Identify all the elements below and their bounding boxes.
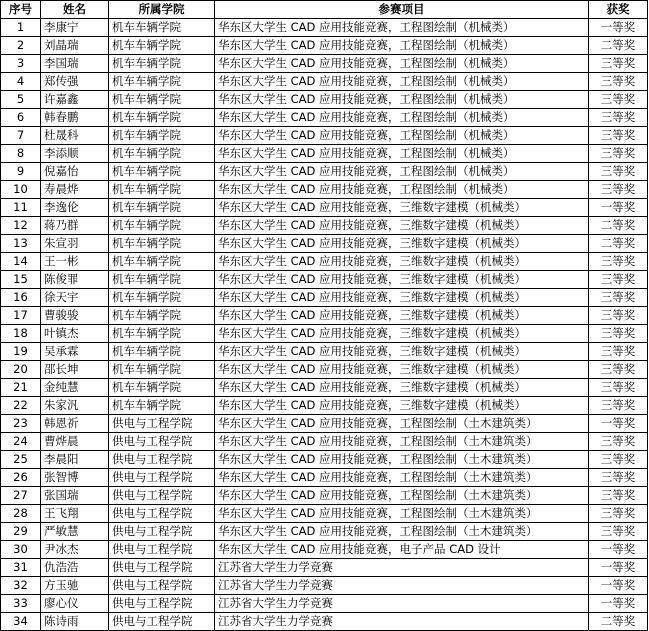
table-row [1,181,648,199]
table-row [1,451,648,469]
cell-award: 三等奖 [589,361,648,379]
cell-name: 韩春鹏 [41,109,109,127]
cell-project: 江苏省大学生力学竞赛 [215,559,589,577]
cell-name: 刘晶瑞 [41,37,109,55]
table-row [1,199,648,217]
cell-index: 10 [1,181,41,199]
cell-name: 李添顺 [41,145,109,163]
cell-award: 一等奖 [589,559,648,577]
cell-school: 机车车辆学院 [109,127,215,145]
cell-index: 22 [1,397,41,415]
table-row [1,397,648,415]
cell-name: 韩恩祈 [41,415,109,433]
cell-project: 华东区大学生 CAD 应用技能竞赛，工程图绘制（机械类） [215,73,589,91]
cell-index: 16 [1,289,41,307]
cell-award: 一等奖 [589,415,648,433]
cell-index: 4 [1,73,41,91]
cell-award: 三等奖 [589,289,648,307]
cell-index: 29 [1,523,41,541]
cell-name: 曹骏骏 [41,307,109,325]
cell-school: 供电与工程学院 [109,469,215,487]
cell-name: 朱宣羽 [41,235,109,253]
cell-index: 6 [1,109,41,127]
cell-index: 25 [1,451,41,469]
table-row [1,325,648,343]
cell-name: 李康宁 [41,19,109,37]
cell-award: 三等奖 [589,379,648,397]
cell-school: 供电与工程学院 [109,433,215,451]
cell-school: 供电与工程学院 [109,613,215,631]
cell-name: 许嘉鑫 [41,91,109,109]
cell-school: 供电与工程学院 [109,487,215,505]
cell-award: 三等奖 [589,451,648,469]
cell-project: 江苏省大学生力学竞赛 [215,595,589,613]
header-row [1,1,648,19]
cell-school: 机车车辆学院 [109,253,215,271]
cell-name: 杜晟科 [41,127,109,145]
table-row [1,109,648,127]
cell-award: 三等奖 [589,343,648,361]
cell-school: 机车车辆学院 [109,37,215,55]
cell-index: 27 [1,487,41,505]
cell-school: 供电与工程学院 [109,577,215,595]
cell-index: 17 [1,307,41,325]
cell-name: 曹烨晨 [41,433,109,451]
cell-school: 供电与工程学院 [109,451,215,469]
cell-name: 张国瑞 [41,487,109,505]
cell-name: 王飞翔 [41,505,109,523]
cell-school: 机车车辆学院 [109,325,215,343]
table-row [1,307,648,325]
cell-project: 华东区大学生 CAD 应用技能竞赛，三维数字建模（机械类） [215,199,589,217]
cell-award: 二等奖 [589,613,648,631]
cell-project: 华东区大学生 CAD 应用技能竞赛，工程图绘制（土木建筑类） [215,523,589,541]
cell-school: 机车车辆学院 [109,145,215,163]
cell-project: 华东区大学生 CAD 应用技能竞赛，工程图绘制（土木建筑类） [215,415,589,433]
table-row [1,505,648,523]
table-body [1,19,648,631]
cell-award: 三等奖 [589,73,648,91]
header-project: 参赛项目 [215,1,589,19]
cell-school: 机车车辆学院 [109,343,215,361]
cell-award: 二等奖 [589,37,648,55]
cell-project: 华东区大学生 CAD 应用技能竞赛，三维数字建模（机械类） [215,343,589,361]
cell-index: 30 [1,541,41,559]
cell-name: 邵长坤 [41,361,109,379]
cell-index: 14 [1,253,41,271]
cell-index: 34 [1,613,41,631]
cell-project: 华东区大学生 CAD 应用技能竞赛，工程图绘制（机械类） [215,127,589,145]
cell-index: 5 [1,91,41,109]
cell-award: 三等奖 [589,163,648,181]
cell-school: 机车车辆学院 [109,55,215,73]
cell-award: 三等奖 [589,523,648,541]
cell-project: 华东区大学生 CAD 应用技能竞赛，工程图绘制（土木建筑类） [215,469,589,487]
cell-award: 一等奖 [589,19,648,37]
cell-school: 机车车辆学院 [109,163,215,181]
table-row [1,361,648,379]
table-row [1,217,648,235]
cell-award: 三等奖 [589,505,648,523]
cell-project: 华东区大学生 CAD 应用技能竞赛，三维数字建模（机械类） [215,325,589,343]
cell-project: 华东区大学生 CAD 应用技能竞赛，工程图绘制（机械类） [215,109,589,127]
table-row [1,577,648,595]
cell-project: 华东区大学生 CAD 应用技能竞赛，三维数字建模（机械类） [215,217,589,235]
table-row [1,469,648,487]
cell-school: 机车车辆学院 [109,379,215,397]
table-row [1,37,648,55]
table-row [1,235,648,253]
cell-index: 13 [1,235,41,253]
cell-index: 26 [1,469,41,487]
cell-project: 华东区大学生 CAD 应用技能竞赛，三维数字建模（机械类） [215,289,589,307]
cell-index: 11 [1,199,41,217]
cell-project: 华东区大学生 CAD 应用技能竞赛，工程图绘制（土木建筑类） [215,451,589,469]
cell-index: 3 [1,55,41,73]
cell-school: 机车车辆学院 [109,91,215,109]
cell-award: 三等奖 [589,271,648,289]
cell-index: 33 [1,595,41,613]
cell-name: 廖心仪 [41,595,109,613]
table-row [1,559,648,577]
header-index: 序号 [1,1,41,19]
cell-school: 机车车辆学院 [109,199,215,217]
cell-project: 华东区大学生 CAD 应用技能竞赛，三维数字建模（机械类） [215,361,589,379]
cell-award: 一等奖 [589,199,648,217]
cell-name: 李晨阳 [41,451,109,469]
table-row [1,289,648,307]
table-row [1,595,648,613]
cell-award: 三等奖 [589,397,648,415]
cell-index: 20 [1,361,41,379]
table-row [1,19,648,37]
cell-school: 供电与工程学院 [109,559,215,577]
cell-index: 24 [1,433,41,451]
cell-name: 李逸伦 [41,199,109,217]
cell-index: 7 [1,127,41,145]
header-name: 姓名 [41,1,109,19]
cell-name: 寿晨烨 [41,181,109,199]
cell-school: 机车车辆学院 [109,109,215,127]
cell-award: 三等奖 [589,433,648,451]
cell-school: 机车车辆学院 [109,19,215,37]
cell-project: 华东区大学生 CAD 应用技能竞赛，工程图绘制（机械类） [215,163,589,181]
cell-project: 华东区大学生 CAD 应用技能竞赛，工程图绘制（机械类） [215,55,589,73]
cell-name: 朱家汎 [41,397,109,415]
table-row [1,523,648,541]
cell-project: 华东区大学生 CAD 应用技能竞赛，工程图绘制（机械类） [215,19,589,37]
cell-award: 三等奖 [589,109,648,127]
cell-name: 李国瑞 [41,55,109,73]
cell-school: 机车车辆学院 [109,289,215,307]
cell-index: 23 [1,415,41,433]
header-school: 所属学院 [109,1,215,19]
cell-index: 9 [1,163,41,181]
cell-school: 供电与工程学院 [109,523,215,541]
cell-award: 三等奖 [589,487,648,505]
cell-project: 华东区大学生 CAD 应用技能竞赛，电子产品 CAD 设计 [215,541,589,559]
cell-school: 机车车辆学院 [109,271,215,289]
cell-project: 华东区大学生 CAD 应用技能竞赛，三维数字建模（机械类） [215,271,589,289]
table-row [1,73,648,91]
cell-project: 华东区大学生 CAD 应用技能竞赛，工程图绘制（机械类） [215,145,589,163]
cell-school: 机车车辆学院 [109,217,215,235]
cell-name: 尹冰杰 [41,541,109,559]
cell-award: 一等奖 [589,541,648,559]
cell-school: 机车车辆学院 [109,361,215,379]
table-row [1,91,648,109]
cell-award: 三等奖 [589,181,648,199]
cell-index: 1 [1,19,41,37]
cell-award: 三等奖 [589,145,648,163]
cell-award: 一等奖 [589,595,648,613]
cell-award: 三等奖 [589,253,648,271]
cell-name: 金纯慧 [41,379,109,397]
cell-project: 华东区大学生 CAD 应用技能竞赛，工程图绘制（土木建筑类） [215,487,589,505]
cell-index: 8 [1,145,41,163]
cell-school: 供电与工程学院 [109,541,215,559]
cell-project: 华东区大学生 CAD 应用技能竞赛，三维数字建模（机械类） [215,253,589,271]
cell-name: 倪嘉怡 [41,163,109,181]
cell-index: 12 [1,217,41,235]
table-row [1,271,648,289]
cell-name: 张智博 [41,469,109,487]
cell-index: 18 [1,325,41,343]
table-row [1,379,648,397]
cell-project: 江苏省大学生力学竞赛 [215,613,589,631]
cell-school: 机车车辆学院 [109,235,215,253]
cell-name: 陈诗雨 [41,613,109,631]
table-row [1,415,648,433]
table-row [1,127,648,145]
cell-name: 徐天宇 [41,289,109,307]
cell-name: 王一彬 [41,253,109,271]
cell-name: 严敏慧 [41,523,109,541]
table-row [1,343,648,361]
cell-project: 华东区大学生 CAD 应用技能竞赛，三维数字建模（机械类） [215,379,589,397]
cell-index: 31 [1,559,41,577]
table-row [1,253,648,271]
cell-project: 江苏省大学生力学竞赛 [215,577,589,595]
cell-school: 机车车辆学院 [109,397,215,415]
cell-index: 2 [1,37,41,55]
cell-school: 机车车辆学院 [109,307,215,325]
cell-index: 28 [1,505,41,523]
table-row [1,487,648,505]
cell-project: 华东区大学生 CAD 应用技能竞赛，工程图绘制（机械类） [215,91,589,109]
cell-award: 三等奖 [589,91,648,109]
cell-award: 三等奖 [589,307,648,325]
cell-award: 二等奖 [589,235,648,253]
cell-project: 华东区大学生 CAD 应用技能竞赛，工程图绘制（土木建筑类） [215,433,589,451]
cell-name: 叶镇杰 [41,325,109,343]
cell-project: 华东区大学生 CAD 应用技能竞赛，工程图绘制（机械类） [215,37,589,55]
cell-award: 三等奖 [589,469,648,487]
cell-award: 三等奖 [589,55,648,73]
table-row [1,145,648,163]
cell-project: 华东区大学生 CAD 应用技能竞赛，工程图绘制（土木建筑类） [215,505,589,523]
cell-index: 15 [1,271,41,289]
cell-award: 一等奖 [589,577,648,595]
cell-school: 供电与工程学院 [109,505,215,523]
table-row [1,433,648,451]
cell-project: 华东区大学生 CAD 应用技能竞赛，三维数字建模（机械类） [215,307,589,325]
cell-school: 供电与工程学院 [109,595,215,613]
cell-index: 21 [1,379,41,397]
cell-name: 仇浩浩 [41,559,109,577]
cell-award: 二等奖 [589,217,648,235]
cell-name: 蒋乃群 [41,217,109,235]
cell-name: 郑传强 [41,73,109,91]
cell-index: 32 [1,577,41,595]
cell-project: 华东区大学生 CAD 应用技能竞赛，三维数字建模（机械类） [215,235,589,253]
cell-index: 19 [1,343,41,361]
table-row [1,541,648,559]
cell-school: 机车车辆学院 [109,73,215,91]
cell-project: 华东区大学生 CAD 应用技能竞赛，三维数字建模（机械类） [215,397,589,415]
cell-award: 三等奖 [589,325,648,343]
cell-school: 机车车辆学院 [109,181,215,199]
header-award: 获奖 [589,1,648,19]
cell-name: 方玉驰 [41,577,109,595]
table-row [1,163,648,181]
cell-project: 华东区大学生 CAD 应用技能竞赛，工程图绘制（机械类） [215,181,589,199]
table-row [1,55,648,73]
cell-award: 三等奖 [589,127,648,145]
cell-school: 供电与工程学院 [109,415,215,433]
table-row [1,613,648,631]
cell-name: 陈俊罪 [41,271,109,289]
cell-name: 吴承霖 [41,343,109,361]
